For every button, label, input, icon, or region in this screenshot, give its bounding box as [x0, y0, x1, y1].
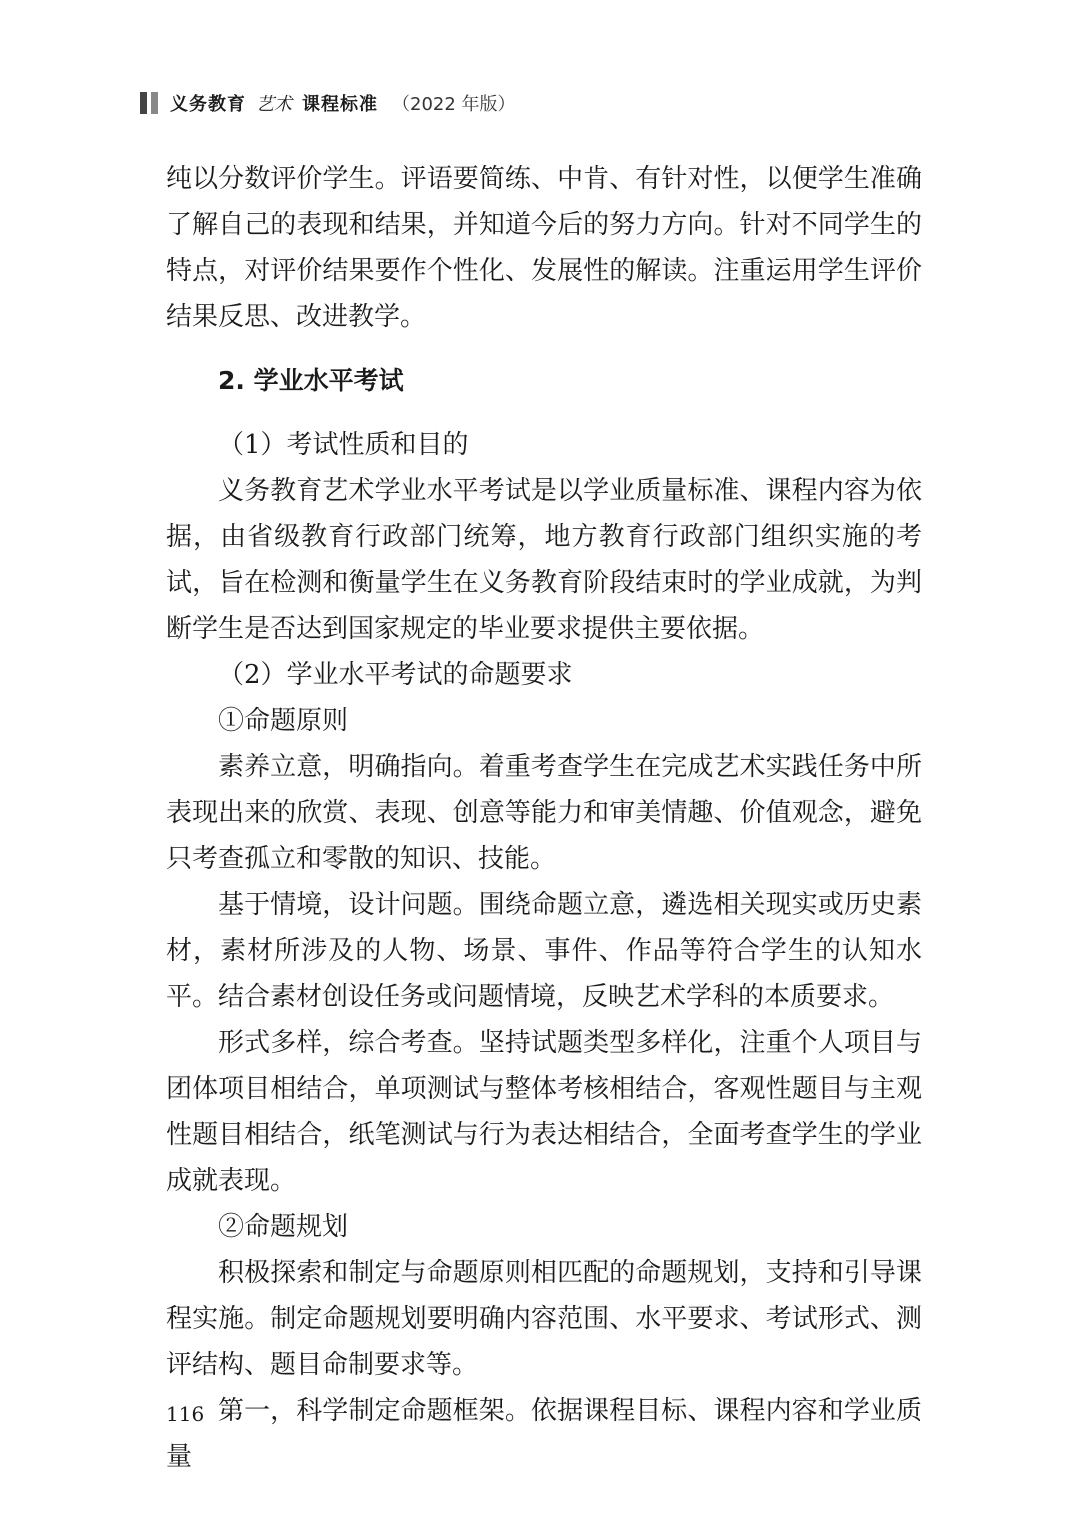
- header-bar-icon: [140, 92, 158, 114]
- paragraph-continued: 纯以分数评价学生。评语要简练、中肯、有针对性，以便学生准确了解自己的表现和结果，并知道今后的努力方向。针对不同学生的特点，对评价结果要作个性化、发展性的解读。注重运用学生评价结果反思、改进教学。: [166, 164, 922, 332]
- header-edition: （2022 年版）: [392, 94, 516, 115]
- page-number: 116: [166, 1402, 205, 1426]
- section-heading: 2. 学业水平考试: [218, 366, 404, 395]
- paragraph-literacy: 素养立意，明确指向。着重考查学生在完成艺术实践任务中所表现出来的欣赏、表现、创意等能力和审美情趣、价值观念，避免只考查孤立和零散的知识、技能。: [166, 752, 922, 874]
- paragraph-forms: 形式多样，综合考查。坚持试题类型多样化，注重个人项目与团体项目相结合，单项测试与整体考核相结合，客观性题目与主观性题目相结合，纸笔测试与行为表达相结合，全面考查学生的学业成就表现。: [166, 1028, 922, 1196]
- paragraph-context: 基于情境，设计问题。围绕命题立意，遴选相关现实或历史素材，素材所涉及的人物、场景、事件、作品等符合学生的认知水平。结合素材创设任务或问题情境，反映艺术学科的本质要求。: [166, 890, 922, 1012]
- subheading-exam-nature: （1）考试性质和目的: [218, 430, 469, 460]
- page-body: [166, 156, 922, 1480]
- paragraph-planning: 积极探索和制定与命题原则相匹配的命题规划，支持和引导课程实施。制定命题规划要明确内容范围、水平要求、考试形式、测评结构、题目命制要求等。: [166, 1258, 922, 1380]
- subheading-principles: ①命题原则: [218, 706, 349, 736]
- paragraph-exam-nature: 义务教育艺术学业水平考试是以学业质量标准、课程内容为依据，由省级教育行政部门统筹，地方教育行政部门组织实施的考试，旨在检测和衡量学生在义务教育阶段结束时的学业成就，为判断学生是否达到国家规定的毕业要求提供主要依据。: [166, 476, 922, 644]
- subheading-planning: ②命题规划: [218, 1212, 349, 1242]
- header-title-a: 义务教育: [170, 94, 246, 115]
- running-header: [140, 88, 516, 118]
- header-title-b: 课程标准: [302, 94, 378, 115]
- header-subject: 艺术: [256, 94, 292, 115]
- subheading-exam-requirements: （2）学业水平考试的命题要求: [218, 660, 573, 690]
- paragraph-framework: 第一，科学制定命题框架。依据课程目标、课程内容和学业质量: [166, 1396, 922, 1472]
